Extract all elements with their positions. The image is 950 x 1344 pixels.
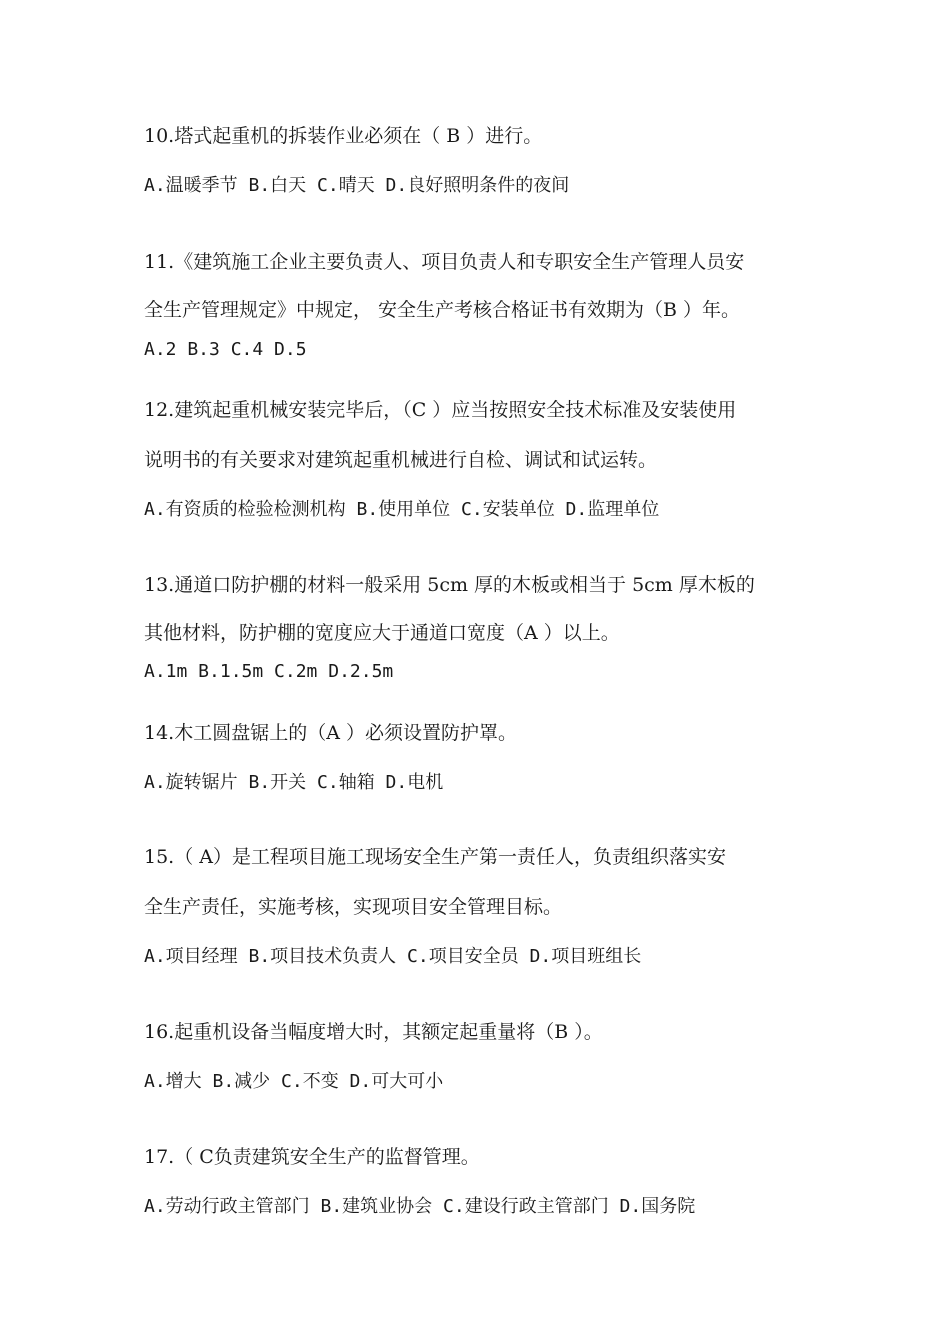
question-11-stem-line-1: 11.《建筑施工企业主要负责人、项目负责人和专职安全生产管理人员安 <box>144 251 745 273</box>
question-13-stem-line-1: 13.通道口防护棚的材料一般采用 5cm 厚的木板或相当于 5cm 厚木板的 <box>144 574 755 596</box>
question-15-options: A.项目经理 B.项目技术负责人 C.项目安全员 D.项目班组长 <box>144 946 642 967</box>
question-14-stem: 14.木工圆盘锯上的（A ）必须设置防护罩。 <box>144 722 517 744</box>
question-16-options: A.增大 B.减少 C.不变 D.可大可小 <box>144 1071 444 1092</box>
question-15-stem-line-2: 全生产责任，实施考核，实现项目安全管理目标。 <box>144 896 563 918</box>
question-16-stem: 16.起重机设备当幅度增大时，其额定起重量将（B ）。 <box>144 1021 603 1043</box>
question-17-options: A.劳动行政主管部门 B.建筑业协会 C.建设行政主管部门 D.国务院 <box>144 1196 696 1217</box>
question-17-stem: 17.（ C负责建筑安全生产的监督管理。 <box>144 1146 480 1168</box>
question-13-options: A.1m B.1.5m C.2m D.2.5m <box>144 661 394 682</box>
question-15-stem-line-1: 15.（ A）是工程项目施工现场安全生产第一责任人，负责组织落实安 <box>144 846 726 868</box>
question-12-stem-line-1: 12.建筑起重机械安装完毕后，（C ）应当按照安全技术标准及安装使用 <box>144 399 737 421</box>
question-12-stem-line-2: 说明书的有关要求对建筑起重机械进行自检、调试和试运转。 <box>144 449 658 471</box>
question-13-stem-line-2: 其他材料，防护棚的宽度应大于通道口宽度（A ）以上。 <box>144 622 620 644</box>
question-14-options: A.旋转锯片 B.开关 C.轴箱 D.电机 <box>144 772 444 793</box>
question-11-options: A.2 B.3 C.4 D.5 <box>144 339 307 360</box>
question-10-stem: 10.塔式起重机的拆装作业必须在（ B ）进行。 <box>144 125 543 147</box>
question-11-stem-line-2: 全生产管理规定》中规定， 安全生产考核合格证书有效期为（B ）年。 <box>144 299 741 321</box>
question-10-options: A.温暖季节 B.白天 C.晴天 D.良好照明条件的夜间 <box>144 175 570 196</box>
question-12-options: A.有资质的检验检测机构 B.使用单位 C.安装单位 D.监理单位 <box>144 499 660 520</box>
